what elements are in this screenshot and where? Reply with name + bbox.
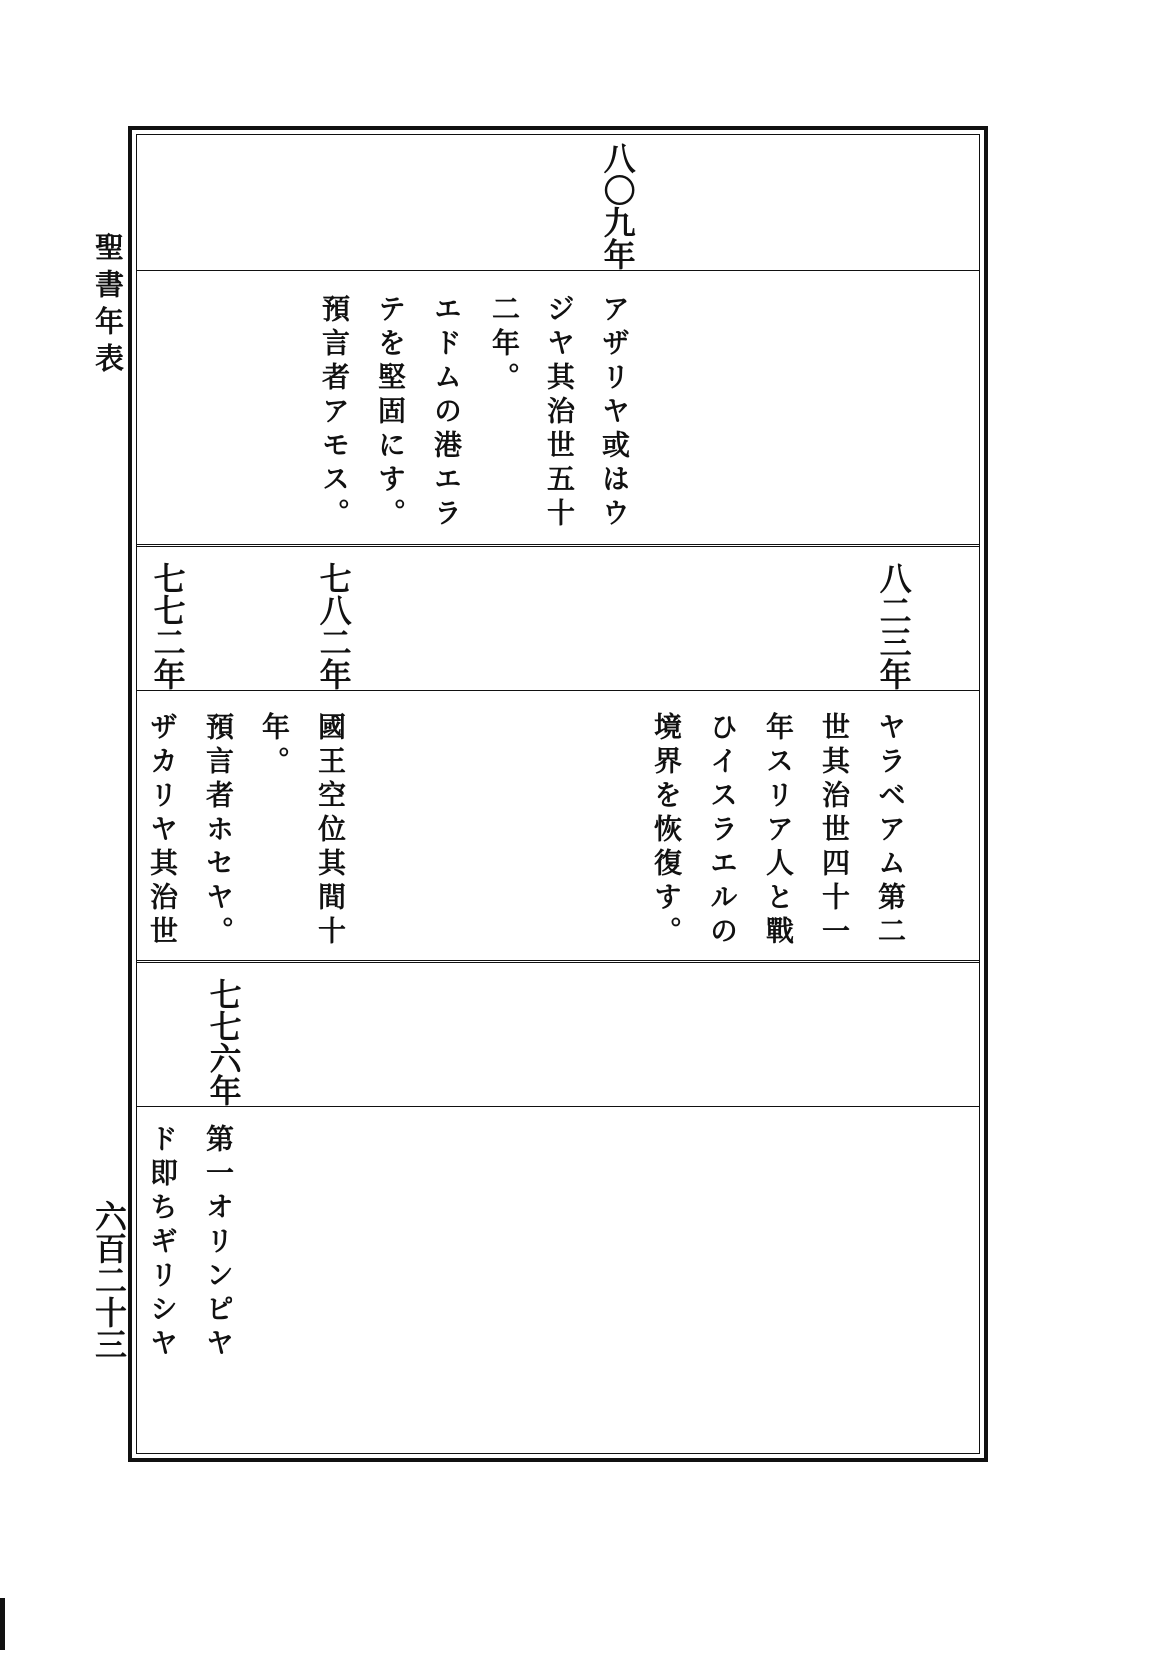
year-776: 七七六年 — [204, 978, 243, 1106]
rule-3 — [136, 690, 980, 691]
entry-olympiad-1: 第一オリンピヤ — [202, 1124, 235, 1362]
entry-hosea: 預言者ホセヤ。 — [202, 712, 235, 950]
page-number: 六百二十三 — [90, 1200, 128, 1360]
entry-jeroboam-4: ひイスラエルの — [706, 712, 739, 950]
year-809: 八〇九年 — [598, 142, 637, 270]
rule-4 — [136, 960, 980, 963]
entry-interregnum-1: 國王空位其間十 — [314, 712, 347, 950]
entry-azariah-2: ジヤ其治世五十 — [543, 294, 576, 532]
entry-jeroboam-3: 年スリア人と戰 — [762, 712, 795, 950]
year-772: 七七二年 — [148, 562, 187, 690]
rule-5 — [136, 1106, 980, 1107]
running-title: 聖書年表 — [91, 232, 125, 380]
rule-1 — [136, 270, 980, 271]
entry-amos: 預言者アモス。 — [318, 294, 351, 532]
year-823: 八二三年 — [874, 562, 913, 690]
entry-edom-2: テを堅固にす。 — [374, 294, 407, 532]
entry-edom-1: エドムの港エラ — [430, 294, 463, 532]
year-782: 七八二年 — [314, 562, 353, 690]
entry-jeroboam-2: 世其治世四十一 — [818, 712, 851, 950]
entry-azariah-1: アザリヤ或はウ — [598, 294, 631, 532]
entry-azariah-3: 二年。 — [488, 294, 521, 396]
entry-jeroboam-5: 境界を恢復す。 — [650, 712, 683, 950]
entry-olympiad-2: ド即ちギリシヤ — [146, 1124, 179, 1362]
entry-zachariah: ザカリヤ其治世 — [146, 712, 179, 950]
rule-2 — [136, 544, 980, 547]
entry-interregnum-2: 年。 — [258, 712, 291, 780]
scan-edge-mark — [0, 1598, 5, 1650]
entry-jeroboam-1: ヤラベアム第二 — [874, 712, 907, 950]
